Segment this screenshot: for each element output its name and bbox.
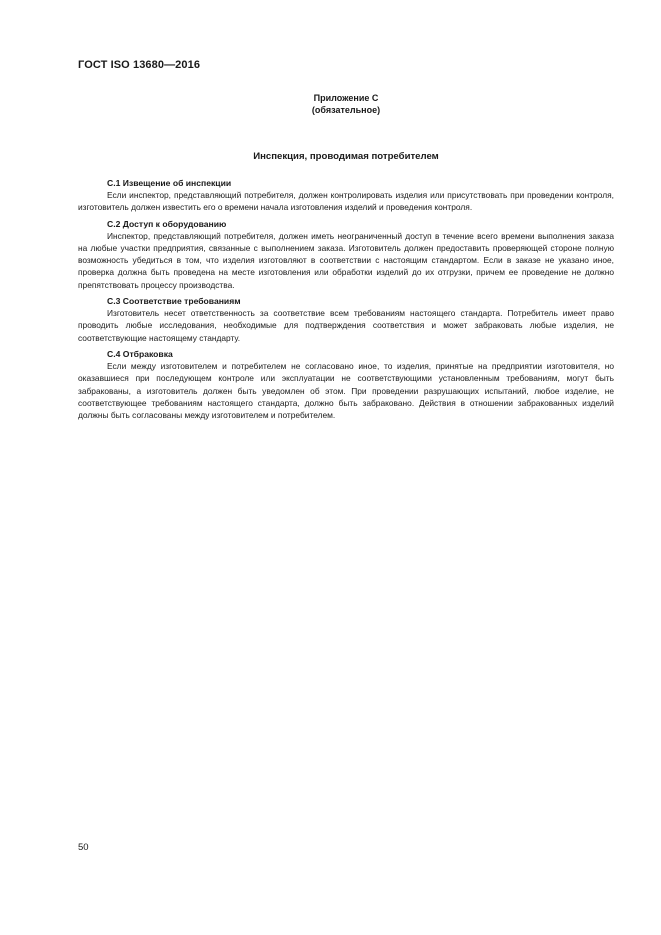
document-code: ГОСТ ISO 13680—2016 bbox=[78, 59, 201, 71]
page-number: 50 bbox=[78, 842, 89, 853]
section-paragraph: Если инспектор, представляющий потребителя, должен контролировать изделия или присутствовать при проведении контроля, изготовитель должен известить его о времени начала изготовления изделий и проведения контроля. bbox=[78, 190, 614, 213]
section-heading: С.1 Извещение об инспекции bbox=[107, 178, 232, 188]
appendix-heading bbox=[78, 92, 614, 116]
section-heading: С.3 Соответствие требованиям bbox=[107, 296, 241, 307]
appendix-status: (обязательное) bbox=[311, 105, 381, 115]
appendix-label: Приложение С bbox=[313, 93, 379, 103]
section-paragraph: Если между изготовителем и потребителем не согласовано иное, то изделия, принятые на предприятии изготовителя, но оказавшиеся при последующем контроле или эксплуатации не соответствующими установленным требованиям, могут быть забракованы, а изготовитель должен быть уведомлен об этом. При проведении разрушающих испытаний, любое изделие, не соответствующее требованиям настоящего стандарта, должно быть забраковано. Действия в отношении забракованных изделий должны быть согласованы между изготовителем и потребителем. bbox=[78, 360, 614, 421]
page-title: Инспекция, проводимая потребителем bbox=[253, 151, 439, 162]
section-paragraph: Изготовитель несет ответственность за соответствие всем требованиям настоящего стандарта. Потребитель имеет право проводить любые исследования, необходимые для подтверждения соответствия и может забраковать любые изделия, не соответствующие настоящему стандарту. bbox=[78, 308, 614, 343]
section-heading: С.2 Доступ к оборудованию bbox=[107, 218, 227, 229]
section-paragraph: Инспектор, представляющий потребителя, должен иметь неограниченный доступ в течение всего времени выполнения заказа на любые участки предприятия, связанные с выполнением заказа. Изготовитель должен предоставить проверяющей стороне полную возможность убедиться в том, что изделия изготовляют в соответствии с настоящим стандартом. Если в заказе не указано иное, проверка должна быть проведена на месте изготовления или обработки изделий до их отгрузки, причем ее проведение не должно препятствовать процессу производства. bbox=[78, 230, 614, 290]
section-heading: С.4 Отбраковка bbox=[107, 348, 173, 359]
document-body bbox=[78, 177, 614, 421]
